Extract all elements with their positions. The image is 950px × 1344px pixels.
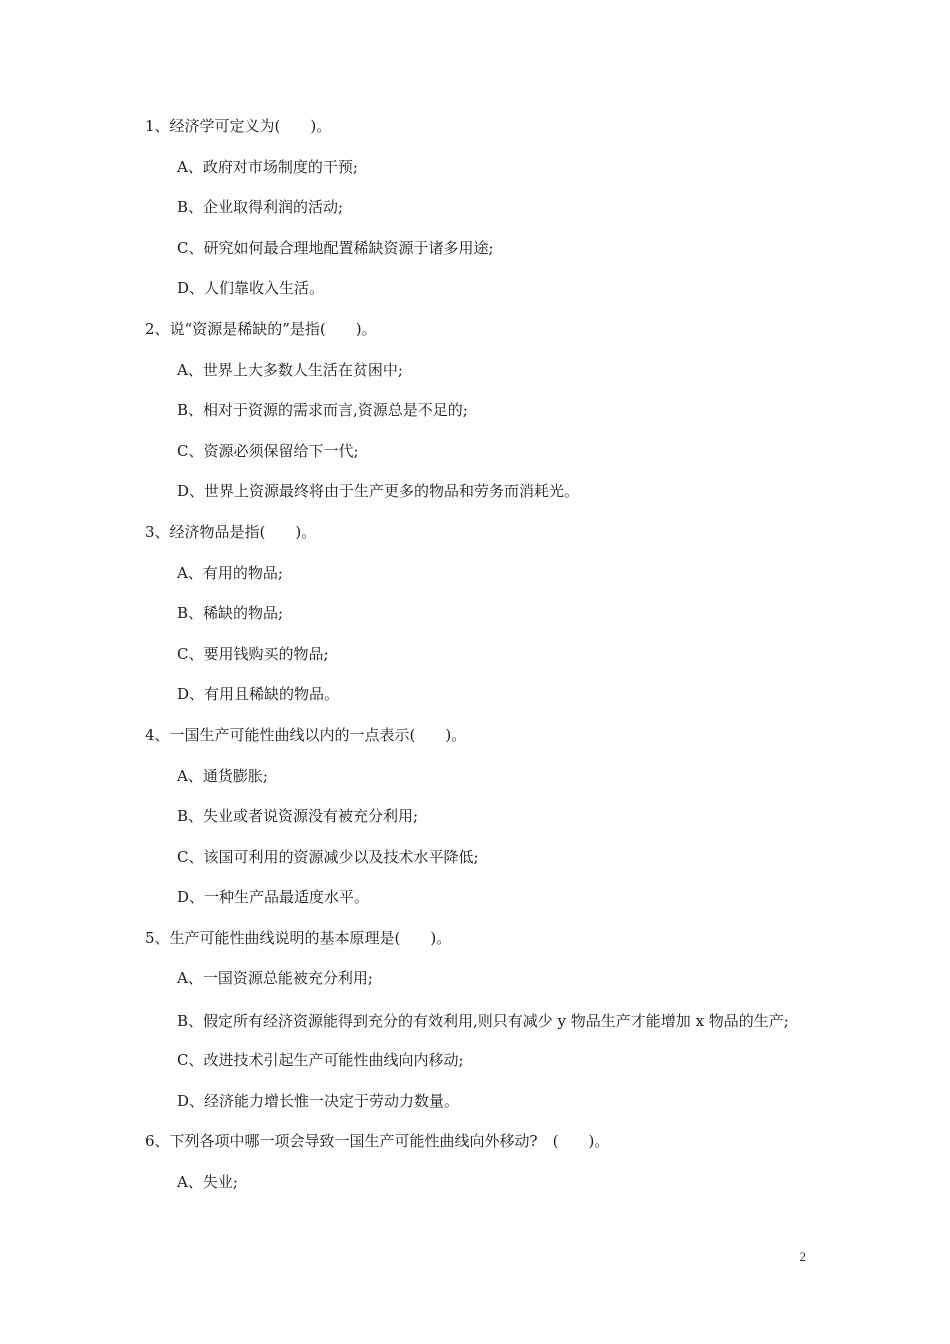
option-d: D、经济能力增长惟一决定于劳动力数量。 xyxy=(177,1091,460,1110)
option-a: A、有用的物品; xyxy=(177,563,283,582)
question-3 xyxy=(145,522,810,704)
option-b: B、稀缺的物品; xyxy=(177,604,284,623)
question-stem: 5、生产可能性曲线说明的基本原理是( )。 xyxy=(145,928,452,947)
option-d: D、一种生产品最适度水平。 xyxy=(177,888,370,907)
question-stem: 3、经济物品是指( )。 xyxy=(145,522,317,541)
question-4 xyxy=(145,725,810,907)
option-c: C、改进技术引起生产可能性曲线向内移动; xyxy=(177,1051,464,1070)
question-list xyxy=(145,116,810,1212)
question-6 xyxy=(145,1131,810,1192)
option-a: A、政府对市场制度的干预; xyxy=(177,157,358,176)
option-b: B、相对于资源的需求而言,资源总是不足的; xyxy=(177,401,468,420)
question-stem: 1、经济学可定义为( )。 xyxy=(145,117,332,135)
question-stem: 2、说“资源是稀缺的”是指( )。 xyxy=(145,319,377,338)
option-d: D、世界上资源最终将由于生产更多的物品和劳务而消耗光。 xyxy=(177,482,580,501)
question-stem: 4、一国生产可能性曲线以内的一点表示( )。 xyxy=(145,725,467,744)
option-b: B、企业取得利润的活动; xyxy=(177,198,344,217)
option-b: B、失业或者说资源没有被充分利用; xyxy=(177,807,419,826)
option-c: C、资源必须保留给下一代; xyxy=(177,441,359,460)
question-1 xyxy=(145,116,810,298)
question-2 xyxy=(145,319,810,501)
question-stem: 6、下列各项中哪一项会导致一国生产可能性曲线向外移动? ( )。 xyxy=(145,1132,610,1151)
option-d: D、人们靠收入生活。 xyxy=(177,279,325,298)
question-5 xyxy=(145,928,810,1111)
option-a: A、世界上大多数人生活在贫困中; xyxy=(177,360,403,379)
option-a: A、一国资源总能被充分利用; xyxy=(177,969,373,988)
option-a: A、失业; xyxy=(177,1172,238,1191)
option-c: C、研究如何最合理地配置稀缺资源于诸多用途; xyxy=(177,238,494,257)
option-d: D、有用且稀缺的物品。 xyxy=(177,685,340,704)
page-number: 2 xyxy=(799,1249,806,1264)
option-c: C、该国可利用的资源减少以及技术水平降低; xyxy=(177,847,479,866)
option-c: C、要用钱购买的物品; xyxy=(177,644,329,663)
option-a: A、通货膨胀; xyxy=(177,766,268,785)
option-b: B、假定所有经济资源能得到充分的有效利用,则只有减少 y 物品生产才能增加 x 物品的生产; xyxy=(177,1012,789,1031)
